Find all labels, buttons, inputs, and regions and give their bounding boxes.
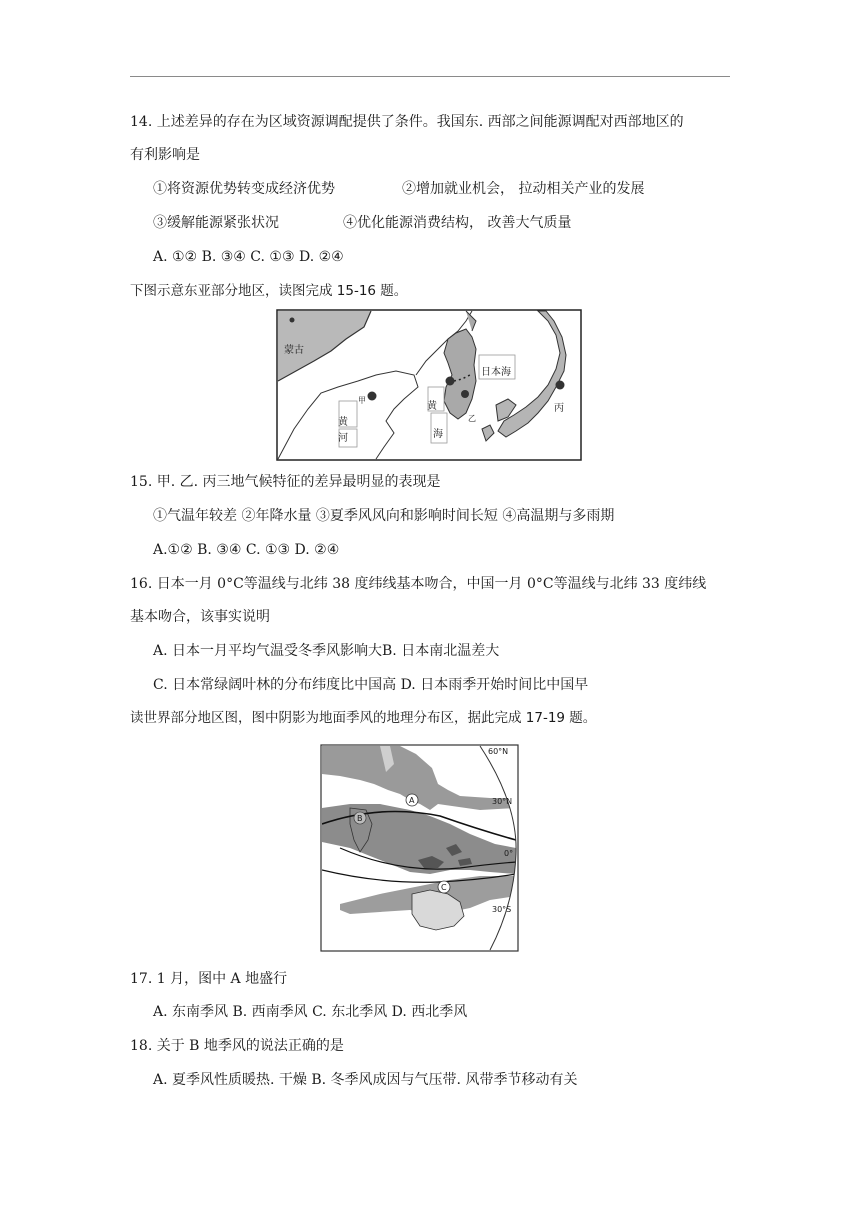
map1-label-huanghai-1: 黄 — [427, 401, 437, 412]
map1-label-mongolia: 蒙古 — [284, 345, 304, 356]
q16-options-cd: C. 日本常绿阔叶林的分布纬度比中国高 D. 日本雨季开始时间比中国早 — [153, 677, 589, 693]
header-rule — [130, 76, 730, 77]
map2-label-a: A — [409, 796, 415, 805]
q18-stem: 18. 关于 B 地季风的说法正确的是 — [130, 1038, 344, 1054]
map1-label-huanghe-1: 黄 — [338, 417, 348, 428]
map1-label-huanghai-2: 海 — [433, 429, 443, 440]
q16-options-ab: A. 日本一月平均气温受冬季风影响大B. 日本南北温差大 — [153, 643, 500, 659]
monsoon-map — [320, 744, 520, 952]
q14-option-2: ②增加就业机会， 拉动相关产业的发展 — [402, 181, 645, 197]
map2-lat-60n: 60°N — [488, 747, 509, 756]
map1-label-sea-of-japan: 日本海 — [481, 367, 511, 378]
q14-choices: A. ①② B. ③④ C. ①③ D. ②④ — [153, 249, 344, 265]
q16-stem-line1: 16. 日本一月 0°C等温线与北纬 38 度纬线基本吻合，中国一月 0°C等温线与北纬 33 度纬线 — [130, 576, 707, 592]
map1-label-yi: 乙 — [468, 414, 476, 423]
intro-15-16: 下图示意东亚部分地区，读图完成 15-16 题。 — [130, 283, 408, 299]
map2-lat-0: 0° — [504, 849, 514, 858]
map2-label-c: C — [441, 883, 447, 892]
q14-stem-line1: 14. 上述差异的存在为区域资源调配提供了条件。我国东. 西部之间能源调配对西部地区的 — [130, 114, 684, 130]
q14-option-3: ③缓解能源紧张状况 — [153, 215, 279, 231]
map2-lat-30n: 30°N — [492, 797, 513, 806]
map1-label-huanghe-2: 河 — [338, 433, 348, 444]
intro-17-19: 读世界部分地区图，图中阴影为地面季风的地理分布区，据此完成 17-19 题。 — [130, 710, 597, 726]
q14-option-1: ①将资源优势转变成经济优势 — [153, 181, 335, 197]
q14-stem-line2: 有利影响是 — [130, 147, 200, 163]
q16-stem-line2: 基本吻合，该事实说明 — [130, 609, 270, 625]
q15-choices: A.①② B. ③④ C. ①③ D. ②④ — [153, 542, 340, 558]
map1-label-bing: 丙 — [554, 403, 564, 414]
east-asia-map — [276, 309, 582, 461]
q15-stem: 15. 甲. 乙. 丙三地气候特征的差异最明显的表现是 — [130, 474, 441, 490]
map2-label-b: B — [357, 814, 363, 823]
q18-choices: A. 夏季风性质暖热. 干燥 B. 冬季风成因与气压带. 风带季节移动有关 — [153, 1072, 578, 1088]
q17-stem: 17. 1 月，图中 A 地盛行 — [130, 971, 288, 987]
map2-lat-30s: 30°S — [492, 905, 512, 914]
map1-label-jia: 甲 — [358, 396, 366, 405]
q17-choices: A. 东南季风 B. 西南季风 C. 东北季风 D. 西北季风 — [153, 1004, 468, 1020]
q15-options: ①气温年较差 ②年降水量 ③夏季风风向和影响时间长短 ④高温期与多雨期 — [153, 508, 615, 524]
q14-option-4: ④优化能源消费结构， 改善大气质量 — [343, 215, 572, 231]
